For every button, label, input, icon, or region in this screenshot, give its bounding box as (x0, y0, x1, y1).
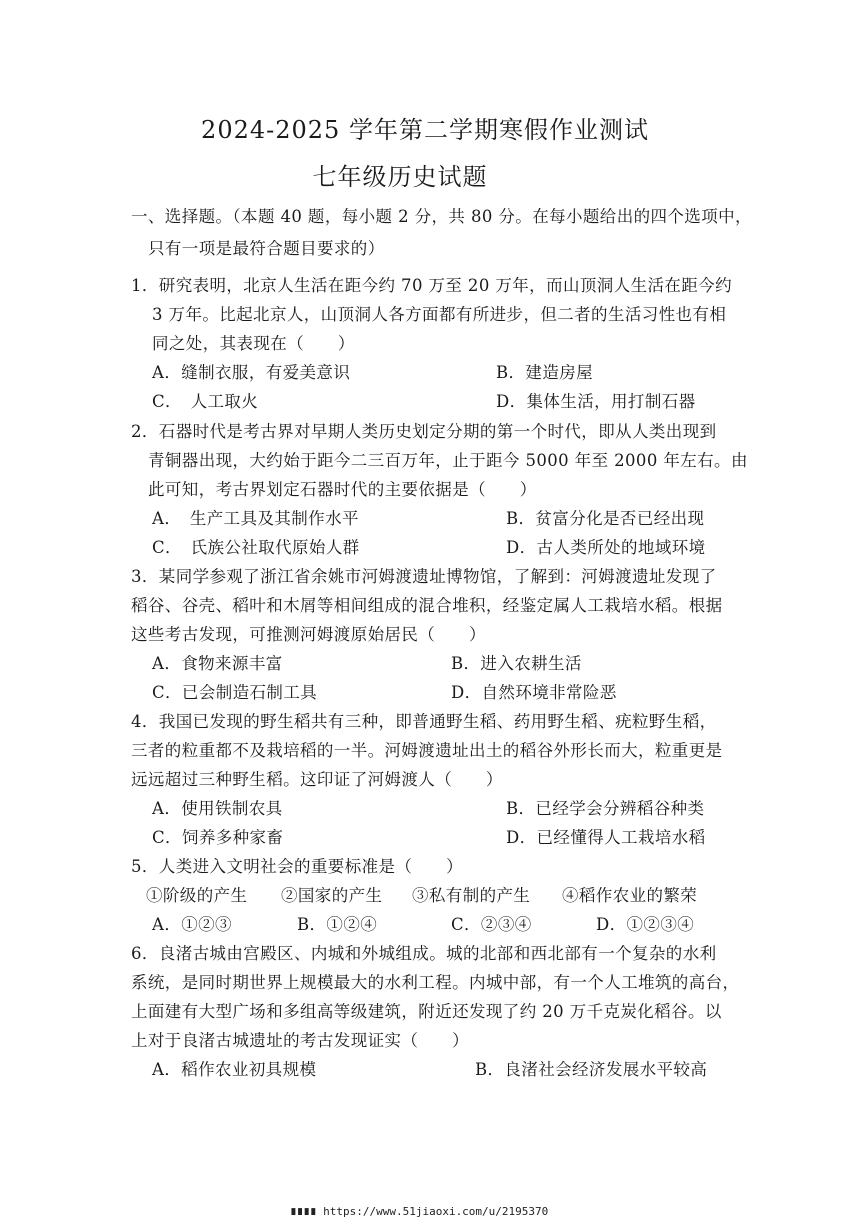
q3-option-a: A．食物来源丰富 (152, 654, 283, 673)
q5-statement-4: ④稻作农业的繁荣 (562, 886, 698, 905)
q1-option-b: B．建造房屋 (496, 363, 594, 382)
q6-text-line-3: 上面建有大型广场和多组高等级建筑，附近还发现了约 20 万千克炭化稻谷。以 (131, 1002, 722, 1021)
q5-statement-2: ②国家的产生 (281, 886, 383, 905)
q2-option-b: B．贫富分化是否已经出现 (506, 509, 705, 528)
q1-option-c: C． 人工取火 (152, 392, 259, 411)
q4-option-d: D．已经懂得人工栽培水稻 (506, 828, 706, 847)
section-instruction-line-1: 一、选择题。（本题 40 题，每小题 2 分，共 80 分。在每小题给出的四个选项中， (131, 207, 752, 226)
q1-text-line-1: 1．研究表明，北京人生活在距今约 70 万至 20 万年，而山顶洞人生活在距今约 (131, 276, 732, 295)
q5-option-b: B．①②④ (297, 915, 378, 934)
q2-option-d: D．古人类所处的地域环境 (506, 538, 706, 557)
q2-text-line-3: 此可知，考古界划定石器时代的主要依据是（ ） (148, 480, 537, 499)
q4-option-c: C．饲养多种家畜 (152, 828, 284, 847)
q5-option-d: D．①②③④ (596, 915, 695, 934)
q4-option-a: A．使用铁制农具 (152, 799, 283, 818)
q5-option-a: A．①②③ (152, 915, 232, 934)
q3-text-line-3: 这些考古发现，可推测河姆渡原始居民（ ） (131, 625, 486, 644)
q2-text-line-2: 青铜器出现，大约始于距今二三百万年，止于距今 5000 年至 2000 年左右。由 (148, 451, 748, 470)
q3-option-c: C．已会制造石制工具 (152, 683, 318, 702)
q3-option-d: D．自然环境非常险恶 (451, 683, 617, 702)
q6-option-a: A．稻作农业初具规模 (152, 1060, 317, 1079)
q2-option-a: A． 生产工具及其制作水平 (152, 509, 359, 528)
q3-text-line-1: 3．某同学参观了浙江省余姚市河姆渡遗址博物馆，了解到：河姆渡遗址发现了 (131, 567, 717, 586)
q1-text-line-3: 同之处，其表现在（ ） (152, 334, 355, 353)
q3-text-line-2: 稻谷、谷壳、稻叶和木屑等相间组成的混合堆积，经鉴定属人工栽培水稻。根据 (131, 596, 723, 615)
q6-text-line-1: 6．良渚古城由宫殿区、内城和外城组成。城的北部和西北部有一个复杂的水利 (131, 944, 717, 963)
q3-option-b: B．进入农耕生活 (451, 654, 582, 673)
q1-option-d: D．集体生活，用打制石器 (496, 392, 696, 411)
q4-text-line-2: 三者的粒重都不及栽培稻的一半。河姆渡遗址出土的稻谷外形长而大，粒重更是 (131, 741, 723, 760)
section-instruction-line-2: 只有一项是最符合题目要求的） (148, 239, 385, 258)
q5-text-line-1: 5．人类进入文明社会的重要标准是（ ） (131, 857, 463, 876)
q6-text-line-4: 上对于良渚古城遗址的考古发现证实（ ） (131, 1031, 469, 1050)
exam-subtitle: 七年级历史试题 (312, 163, 488, 191)
q1-option-a: A．缝制衣服，有爱美意识 (152, 363, 351, 382)
q6-text-line-2: 系统，是同时期世界上规模最大的水利工程。内城中部，有一个人工堆筑的高台， (131, 973, 740, 992)
q5-option-c: C．②③④ (451, 915, 532, 934)
q6-option-b: B．良渚社会经济发展水平较高 (475, 1060, 708, 1079)
q5-statement-1: ①阶级的产生 (146, 886, 248, 905)
q4-option-b: B．已经学会分辨稻谷种类 (506, 799, 705, 818)
q2-option-c: C． 氏族公社取代原始人群 (152, 538, 360, 557)
q1-text-line-2: 3 万年。比起北京人，山顶洞人各方面都有所进步，但二者的生活习性也有相 (152, 305, 727, 324)
exam-title: 2024-2025 学年第二学期寒假作业测试 (201, 116, 649, 144)
q5-statement-3: ③私有制的产生 (412, 886, 531, 905)
source-watermark-url: ∎∎∎∎ https://www.51jiaoxi.com/u/2195370 (290, 1205, 549, 1218)
q2-text-line-1: 2．石器时代是考古界对早期人类历史划定分期的第一个时代，即从人类出现到 (131, 422, 717, 441)
q4-text-line-3: 远远超过三种野生稻。这印证了河姆渡人（ ） (131, 770, 503, 789)
q4-text-line-1: 4．我国已发现的野生稻共有三种，即普通野生稻、药用野生稻、疣粒野生稻， (131, 712, 717, 731)
